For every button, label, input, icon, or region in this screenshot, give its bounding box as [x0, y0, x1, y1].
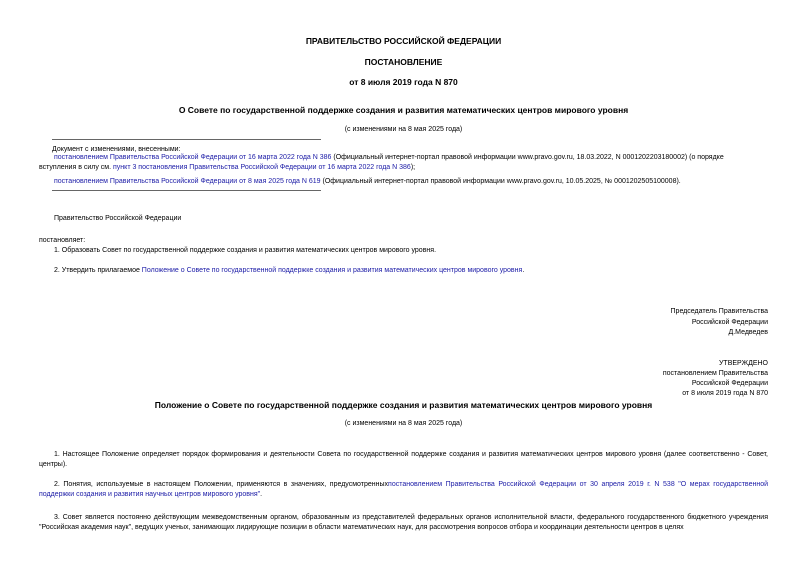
decree-538-link[interactable]: постановлением Правительства Российской Федерации от 30 апреля 2019 г. N 538 "О мерах государственной поддержки создания и развития научных центров мирового уровня": [39, 481, 769, 498]
regulation-point-3: 3. Совет является постоянно действующим межведомственным органом, образованным из представителей федеральных органов исполнительной власти, федерального государственного бюджетного учреждения "Российская академия наук", ведущих ученых, занимающих лидирующие позиции в области математических наук, для рассмотрения вопросов отбора и координации деятельности центров в целях: [39, 514, 768, 531]
regulation-point-1: 1. Настоящее Положение определяет порядок формирования и деятельности Совета по государственной поддержке создания и развития математических центров мирового уровня (далее соответственно - Совет, центры).: [39, 451, 768, 468]
signature-position: Председатель Правительства: [670, 308, 768, 315]
amendment-link-2025[interactable]: постановлением Правительства Российской Федерации от 8 мая 2025 года N 619: [54, 178, 321, 185]
document-type: ПОСТАНОВЛЕНИЕ: [364, 57, 443, 67]
government-rf: Правительство Российской Федерации: [54, 215, 182, 222]
decree-point-2: [54, 266, 524, 275]
entry-into-force-link[interactable]: пункт 3 постановления Правительства Российской Федерации от 16 марта 2022 года N 386: [113, 164, 411, 171]
government-heading: ПРАВИТЕЛЬСТВО РОССИЙСКОЙ ФЕДЕРАЦИИ: [305, 36, 502, 46]
approved-label: УТВЕРЖДЕНО: [718, 360, 768, 367]
amendment-note: (с изменениями на 8 мая 2025 года): [344, 126, 463, 133]
changes-bottom-rule: [52, 190, 321, 191]
approved-by: постановлением Правительства: [662, 370, 768, 377]
change-item-2: [54, 177, 681, 186]
changes-top-rule: [52, 139, 321, 140]
change-item-1-text: (Официальный интернет-портал правовой информации www.pravo.gov.ru, 18.03.2022, N 0001202203180002) (о порядке: [331, 154, 724, 161]
regulation-point-2-text: 2. Понятия, используемые в настоящем Положении, применяются в значениях, предусмотренных: [54, 481, 389, 488]
decree-point-1: 1. Образовать Совет по государственной поддержке создания и развития математических центров мирового уровня.: [54, 247, 437, 254]
change-item-1-end: );: [410, 164, 416, 171]
decree-point-2-end: .: [522, 267, 525, 274]
regulation-link[interactable]: Положение о Совете по государственной поддержке создания и развития математических центров мирового уровня: [141, 267, 523, 274]
approved-country: Российской Федерации: [691, 380, 768, 387]
signature-name: Д.Медведев: [728, 329, 768, 336]
changes-heading: Документ с изменениями, внесенными:: [52, 146, 181, 153]
regulation-title: Положение о Совете по государственной поддержке создания и развития математических центров мирового уровня: [154, 400, 653, 410]
document-date-number: от 8 июля 2019 года N 870: [349, 77, 458, 87]
signature-country: Российской Федерации: [691, 319, 768, 326]
document-title: О Совете по государственной поддержке создания и развития математических центров мирового уровня: [178, 105, 629, 115]
decree-point-2-text: 2. Утвердить прилагаемое: [54, 267, 142, 274]
change-item-1-cont: вступления в силу см.: [39, 164, 114, 171]
decrees-label: постановляет:: [39, 237, 86, 244]
regulation-amendment-note: (с изменениями на 8 мая 2025 года): [344, 420, 463, 427]
change-item-1: [39, 153, 768, 173]
regulation-point-2: [39, 480, 768, 500]
approved-date: от 8 июля 2019 года N 870: [682, 390, 768, 397]
amendment-link-2022[interactable]: постановлением Правительства Российской Федерации от 16 марта 2022 года N 386: [54, 154, 332, 161]
regulation-point-2-end: .: [260, 491, 263, 498]
change-item-2-text: (Официальный интернет-портал правовой информации www.pravo.gov.ru, 10.05.2025, № 0001202505100008).: [320, 178, 681, 185]
